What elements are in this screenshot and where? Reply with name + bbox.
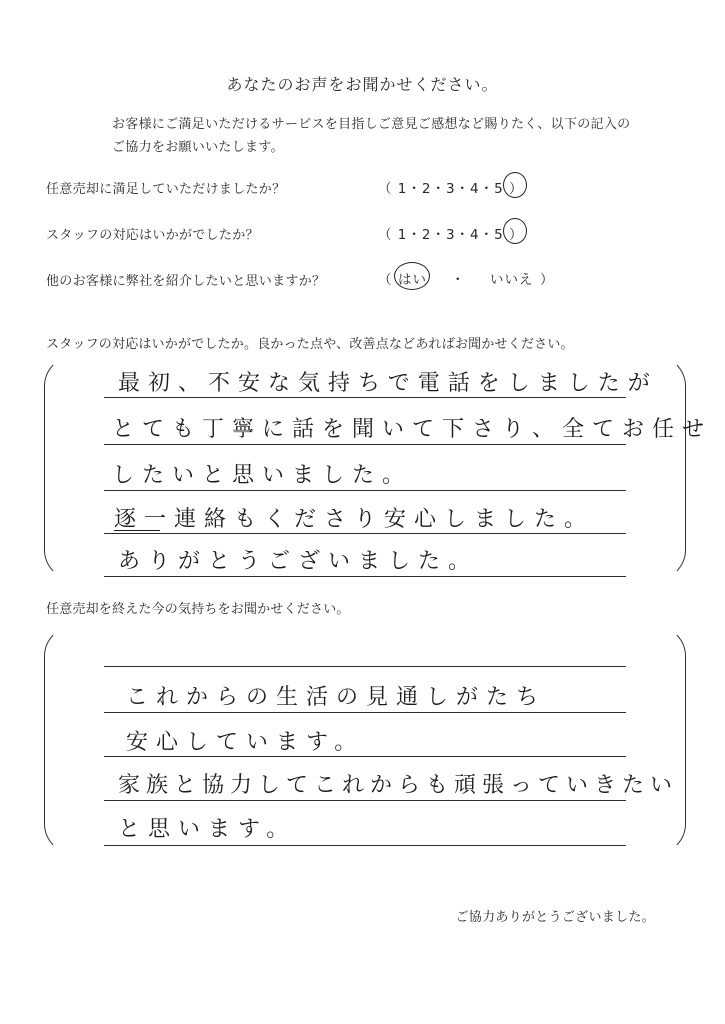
selected-rating-circle [503,172,527,198]
answer-rule [104,712,626,713]
rating-scale-satisfaction: （ 1・2・3・4・5 ） [378,181,524,197]
referral-open-paren: （ [378,272,393,288]
answer-rule [104,533,626,534]
answer-rule [104,845,626,846]
answer-rule [104,666,626,667]
referral-no-option: いいえ [490,272,534,288]
answer-rule [104,397,626,398]
answer-rule [104,756,626,757]
handwritten-answer-line: 逐一連絡もくださり安心しました。 [114,507,595,532]
intro-line-1: お客様にご満足いただけるサービスを目指しご意見ご感想など賜りたく、以下の記入の [112,117,631,132]
closing-thanks: ご協力ありがとうございました。 [455,910,655,925]
answer-rule [104,444,626,445]
question-referral: 他のお客様に弊社を紹介したいと思いますか？ [46,274,326,289]
answer-rule [104,576,626,577]
handwritten-answer-line: これからの生活の見通しがたち [126,685,547,710]
handwritten-answer-line: 安心しています。 [126,730,365,755]
handwritten-answer-line: ありがとうございました。 [118,549,479,574]
handwritten-answer-line: と思います。 [118,817,297,842]
question-staff-response: スタッフの対応はいかがでしたか？ [46,228,259,243]
handwritten-answer-line: 家族と協力してこれからも頑張っていきたい [118,773,679,798]
handwritten-answer-line: 最初、不安な気持ちで電話をしましたが [118,371,658,396]
selected-yes-circle [394,262,430,290]
survey-title: あなたのお声をお聞かせください。 [226,75,499,94]
intro-line-2: ご協力をお願いいたします。 [112,140,284,155]
handwritten-underline [114,530,160,531]
staff-feedback-label: スタッフの対応はいかがでしたか。良かった点や、改善点などあればお聞かせください。 [46,337,574,352]
referral-separator: ・ [451,272,466,288]
rating-scale-staff: （ 1・2・3・4・5 ） [378,227,524,243]
selected-rating-circle [503,218,527,244]
handwritten-answer-line: したいと思いました。 [112,463,413,488]
answer-rule [104,800,626,801]
current-feelings-label: 任意売却を終えた今の気持ちをお聞かせください。 [46,602,350,617]
question-satisfaction: 任意売却に満足していただけましたか？ [46,182,286,197]
referral-close-paren: ） [540,272,555,288]
answer-rule [104,490,626,491]
handwritten-answer-line: とても丁寧に話を聞いて下さり、全てお任せ [112,417,713,442]
referral-yes-option: はい [398,272,427,288]
